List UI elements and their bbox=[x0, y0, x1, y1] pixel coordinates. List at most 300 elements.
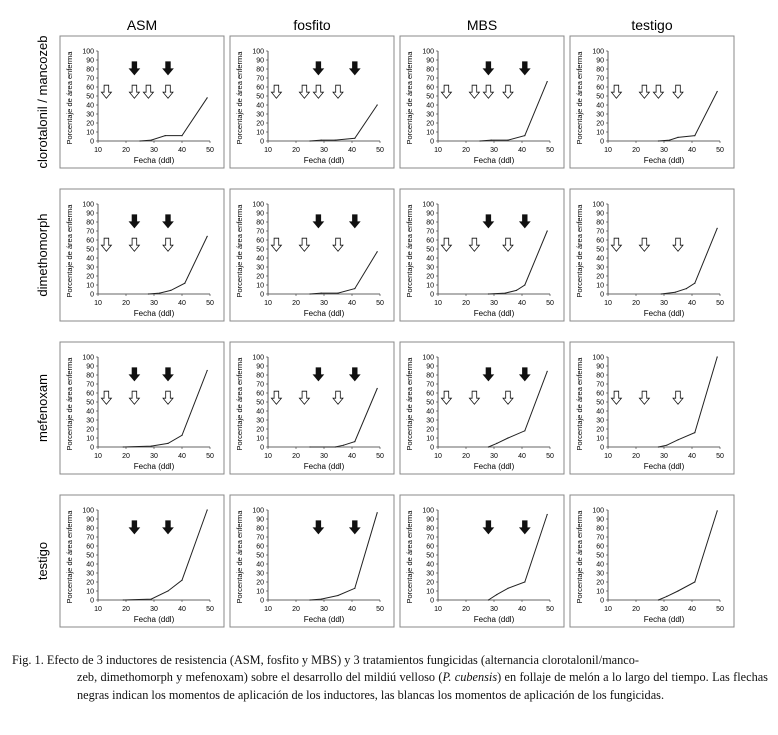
x-tick-label: 50 bbox=[376, 300, 384, 307]
row-header-clorotalonil-mancozeb: clorotalonil / mancozeb bbox=[35, 35, 50, 169]
y-tick-label: 10 bbox=[426, 129, 434, 137]
y-tick-label: 10 bbox=[256, 588, 264, 596]
x-tick-label: 50 bbox=[206, 453, 214, 460]
y-tick-label: 80 bbox=[256, 66, 264, 74]
x-tick-label: 20 bbox=[292, 453, 300, 460]
series-line bbox=[310, 105, 377, 141]
panel-frame bbox=[60, 189, 224, 321]
y-tick-label: 30 bbox=[596, 264, 604, 272]
y-tick-label: 60 bbox=[426, 390, 434, 398]
y-tick-label: 90 bbox=[596, 363, 604, 371]
data-point bbox=[207, 236, 208, 237]
y-tick-label: 70 bbox=[256, 228, 264, 236]
data-point bbox=[354, 588, 355, 589]
fungicide-application-arrow bbox=[673, 85, 683, 98]
y-tick-label: 20 bbox=[256, 120, 264, 128]
y-tick-label: 0 bbox=[260, 138, 264, 146]
y-tick-label: 90 bbox=[256, 57, 264, 65]
x-tick-label: 30 bbox=[660, 453, 668, 460]
x-tick-label: 10 bbox=[604, 453, 612, 460]
series-line bbox=[658, 357, 717, 447]
chart-panel-mefenoxam-mbs bbox=[400, 342, 564, 474]
y-tick-label: 90 bbox=[426, 210, 434, 218]
x-tick-label: 50 bbox=[716, 606, 724, 613]
y-tick-label: 40 bbox=[596, 102, 604, 110]
inducer-application-arrow bbox=[163, 62, 173, 75]
y-axis-label: Porcentaje de área enferma bbox=[405, 204, 414, 298]
data-point bbox=[337, 293, 338, 294]
x-tick-label: 30 bbox=[320, 453, 328, 460]
y-tick-label: 20 bbox=[596, 120, 604, 128]
x-tick-label: 20 bbox=[292, 147, 300, 154]
x-tick-label: 10 bbox=[604, 300, 612, 307]
x-tick-label: 10 bbox=[434, 606, 442, 613]
x-tick-label: 20 bbox=[632, 606, 640, 613]
y-tick-label: 30 bbox=[256, 570, 264, 578]
series-line bbox=[123, 371, 207, 448]
y-tick-label: 100 bbox=[592, 354, 604, 362]
y-tick-label: 20 bbox=[86, 579, 94, 587]
x-tick-label: 50 bbox=[376, 453, 384, 460]
fungicide-application-arrow bbox=[483, 85, 493, 98]
y-tick-label: 30 bbox=[256, 264, 264, 272]
data-point bbox=[354, 441, 355, 442]
y-tick-label: 90 bbox=[86, 516, 94, 524]
y-tick-label: 80 bbox=[596, 372, 604, 380]
x-axis-label: Fecha (ddl) bbox=[303, 156, 345, 165]
y-tick-label: 10 bbox=[596, 282, 604, 290]
data-point bbox=[207, 370, 208, 371]
chart-panel-clorotalonil-mancozeb-mbs bbox=[400, 36, 564, 168]
fungicide-application-arrow bbox=[163, 85, 173, 98]
y-tick-label: 20 bbox=[596, 426, 604, 434]
chart-panel-testigo-mbs bbox=[400, 495, 564, 627]
y-tick-label: 20 bbox=[596, 273, 604, 281]
y-tick-label: 80 bbox=[596, 525, 604, 533]
y-tick-label: 60 bbox=[596, 237, 604, 245]
y-tick-label: 50 bbox=[86, 399, 94, 407]
y-tick-label: 90 bbox=[596, 516, 604, 524]
y-tick-label: 50 bbox=[596, 246, 604, 254]
y-tick-label: 40 bbox=[256, 408, 264, 416]
y-tick-label: 20 bbox=[426, 426, 434, 434]
inducer-application-arrow bbox=[520, 62, 530, 75]
caption-text-b: ) en follaje de melón a lo largo del tiempo. Las flechas negras indican los momentos de aplicación de los inductores, las blancas los momentos de aplicación de los fungicidas. bbox=[77, 670, 768, 702]
x-tick-label: 10 bbox=[604, 147, 612, 154]
y-tick-label: 30 bbox=[256, 111, 264, 119]
y-tick-label: 60 bbox=[426, 543, 434, 551]
fungicide-application-arrow bbox=[441, 85, 451, 98]
data-point bbox=[151, 140, 152, 141]
data-point bbox=[377, 104, 378, 105]
fungicide-application-arrow bbox=[129, 391, 139, 404]
y-tick-label: 60 bbox=[426, 84, 434, 92]
inducer-application-arrow bbox=[129, 521, 139, 534]
y-tick-label: 90 bbox=[596, 210, 604, 218]
inducer-application-arrow bbox=[129, 368, 139, 381]
column-header-fosfito: fosfito bbox=[293, 17, 331, 33]
y-tick-label: 30 bbox=[596, 570, 604, 578]
data-point bbox=[343, 445, 344, 446]
series-line bbox=[488, 371, 547, 447]
x-tick-label: 10 bbox=[434, 147, 442, 154]
y-tick-label: 90 bbox=[426, 516, 434, 524]
y-tick-label: 70 bbox=[256, 381, 264, 389]
y-tick-label: 80 bbox=[256, 525, 264, 533]
x-tick-label: 50 bbox=[546, 300, 554, 307]
panel-frame bbox=[570, 36, 734, 168]
fungicide-application-arrow bbox=[333, 391, 343, 404]
y-tick-label: 70 bbox=[86, 75, 94, 83]
x-tick-label: 50 bbox=[376, 606, 384, 613]
x-tick-label: 10 bbox=[94, 300, 102, 307]
x-tick-label: 30 bbox=[150, 300, 158, 307]
y-tick-label: 90 bbox=[256, 210, 264, 218]
y-axis-label: Porcentaje de área enferma bbox=[575, 204, 584, 298]
data-point bbox=[181, 580, 182, 581]
data-point bbox=[148, 293, 149, 294]
y-tick-label: 100 bbox=[422, 354, 434, 362]
chart-panel-testigo-testigo bbox=[570, 495, 734, 627]
y-tick-label: 90 bbox=[86, 57, 94, 65]
y-tick-label: 50 bbox=[426, 93, 434, 101]
y-tick-label: 10 bbox=[86, 282, 94, 290]
x-tick-label: 30 bbox=[490, 300, 498, 307]
y-tick-label: 40 bbox=[426, 408, 434, 416]
fungicide-application-arrow bbox=[469, 391, 479, 404]
y-axis-label: Porcentaje de área enferma bbox=[575, 510, 584, 604]
y-tick-label: 100 bbox=[82, 507, 94, 515]
x-tick-label: 30 bbox=[320, 300, 328, 307]
x-axis-label: Fecha (ddl) bbox=[473, 615, 515, 624]
x-tick-label: 10 bbox=[604, 606, 612, 613]
chart-panel-dimethomorph-mbs bbox=[400, 189, 564, 321]
chart-panel-clorotalonil-mancozeb-testigo bbox=[570, 36, 734, 168]
x-tick-label: 20 bbox=[122, 453, 130, 460]
chart-panel-testigo-fosfito bbox=[230, 495, 394, 627]
y-axis-label: Porcentaje de área enferma bbox=[575, 357, 584, 451]
panel-frame bbox=[570, 342, 734, 474]
x-tick-label: 50 bbox=[376, 147, 384, 154]
y-tick-label: 0 bbox=[430, 597, 434, 605]
x-tick-label: 10 bbox=[264, 300, 272, 307]
y-tick-label: 70 bbox=[596, 228, 604, 236]
y-tick-label: 60 bbox=[426, 237, 434, 245]
data-point bbox=[677, 439, 678, 440]
x-tick-label: 40 bbox=[178, 300, 186, 307]
column-header-asm: ASM bbox=[126, 17, 158, 33]
fungicide-application-arrow bbox=[639, 238, 649, 251]
y-tick-label: 20 bbox=[256, 579, 264, 587]
y-tick-label: 70 bbox=[426, 228, 434, 236]
y-tick-label: 10 bbox=[426, 588, 434, 596]
row-header-dimethomorph: dimethomorph bbox=[35, 213, 50, 297]
data-point bbox=[377, 388, 378, 389]
y-tick-label: 70 bbox=[596, 381, 604, 389]
y-tick-label: 30 bbox=[426, 111, 434, 119]
fungicide-application-arrow bbox=[639, 391, 649, 404]
y-tick-label: 80 bbox=[86, 219, 94, 227]
y-tick-label: 20 bbox=[256, 273, 264, 281]
series-line bbox=[310, 252, 377, 294]
y-tick-label: 80 bbox=[426, 525, 434, 533]
row-header-testigo: testigo bbox=[35, 541, 50, 581]
x-tick-label: 40 bbox=[518, 453, 526, 460]
x-tick-label: 30 bbox=[490, 453, 498, 460]
y-tick-label: 20 bbox=[86, 273, 94, 281]
panel-frame bbox=[570, 189, 734, 321]
x-tick-label: 10 bbox=[94, 147, 102, 154]
y-tick-label: 10 bbox=[86, 435, 94, 443]
panel-frame bbox=[60, 36, 224, 168]
x-tick-label: 40 bbox=[688, 147, 696, 154]
y-tick-label: 70 bbox=[596, 534, 604, 542]
x-tick-label: 30 bbox=[320, 606, 328, 613]
series-line bbox=[140, 98, 207, 141]
column-header-testigo: testigo bbox=[631, 17, 673, 33]
y-tick-label: 0 bbox=[260, 597, 264, 605]
x-tick-label: 40 bbox=[518, 147, 526, 154]
y-tick-label: 100 bbox=[252, 48, 264, 56]
x-tick-label: 30 bbox=[150, 147, 158, 154]
x-tick-label: 20 bbox=[462, 606, 470, 613]
y-tick-label: 100 bbox=[592, 48, 604, 56]
data-point bbox=[547, 81, 548, 82]
x-tick-label: 40 bbox=[178, 606, 186, 613]
data-point bbox=[123, 446, 124, 447]
y-axis-label: Porcentaje de área enferma bbox=[575, 51, 584, 145]
y-tick-label: 30 bbox=[86, 264, 94, 272]
y-tick-label: 10 bbox=[256, 435, 264, 443]
y-tick-label: 40 bbox=[596, 408, 604, 416]
inducer-application-arrow bbox=[313, 521, 323, 534]
data-point bbox=[717, 228, 718, 229]
fungicide-application-arrow bbox=[673, 238, 683, 251]
x-axis-label: Fecha (ddl) bbox=[303, 462, 345, 471]
y-tick-label: 0 bbox=[90, 597, 94, 605]
y-axis-label: Porcentaje de área enferma bbox=[235, 51, 244, 145]
y-tick-label: 40 bbox=[596, 255, 604, 263]
y-tick-label: 40 bbox=[426, 561, 434, 569]
panel-frame bbox=[400, 342, 564, 474]
x-tick-label: 10 bbox=[264, 147, 272, 154]
y-tick-label: 0 bbox=[90, 291, 94, 299]
y-tick-label: 60 bbox=[256, 237, 264, 245]
y-tick-label: 0 bbox=[600, 138, 604, 146]
data-point bbox=[488, 446, 489, 447]
x-tick-label: 50 bbox=[716, 300, 724, 307]
inducer-application-arrow bbox=[350, 215, 360, 228]
x-tick-label: 40 bbox=[688, 300, 696, 307]
inducer-application-arrow bbox=[483, 521, 493, 534]
x-tick-label: 50 bbox=[206, 147, 214, 154]
x-tick-label: 20 bbox=[292, 606, 300, 613]
caption-pathogen-name: P. cubensis bbox=[442, 670, 498, 685]
chart-panel-mefenoxam-fosfito bbox=[230, 342, 394, 474]
y-tick-label: 20 bbox=[86, 120, 94, 128]
y-axis-label: Porcentaje de área enferma bbox=[65, 510, 74, 604]
x-tick-label: 40 bbox=[518, 300, 526, 307]
fungicide-application-arrow bbox=[611, 238, 621, 251]
y-tick-label: 100 bbox=[422, 48, 434, 56]
y-tick-label: 70 bbox=[86, 534, 94, 542]
y-tick-label: 80 bbox=[86, 525, 94, 533]
y-tick-label: 60 bbox=[256, 84, 264, 92]
y-tick-label: 60 bbox=[86, 543, 94, 551]
panel-frame bbox=[60, 342, 224, 474]
y-tick-label: 10 bbox=[596, 435, 604, 443]
x-tick-label: 40 bbox=[348, 147, 356, 154]
data-point bbox=[694, 135, 695, 136]
chart-panel-mefenoxam-asm bbox=[60, 342, 224, 474]
y-tick-label: 0 bbox=[430, 138, 434, 146]
y-tick-label: 10 bbox=[256, 282, 264, 290]
fungicide-application-arrow bbox=[299, 85, 309, 98]
y-tick-label: 80 bbox=[596, 66, 604, 74]
data-point bbox=[151, 446, 152, 447]
y-tick-label: 60 bbox=[596, 543, 604, 551]
data-point bbox=[207, 97, 208, 98]
inducer-application-arrow bbox=[520, 215, 530, 228]
y-tick-label: 100 bbox=[252, 354, 264, 362]
y-tick-label: 100 bbox=[252, 201, 264, 209]
y-tick-label: 50 bbox=[86, 552, 94, 560]
y-tick-label: 30 bbox=[426, 264, 434, 272]
y-tick-label: 30 bbox=[596, 111, 604, 119]
data-point bbox=[309, 599, 310, 600]
y-tick-label: 60 bbox=[256, 543, 264, 551]
data-point bbox=[677, 590, 678, 591]
y-axis-label: Porcentaje de área enferma bbox=[65, 51, 74, 145]
y-tick-label: 20 bbox=[426, 579, 434, 587]
inducer-application-arrow bbox=[313, 62, 323, 75]
inducer-application-arrow bbox=[129, 215, 139, 228]
data-point bbox=[524, 284, 525, 285]
data-point bbox=[516, 290, 517, 291]
y-tick-label: 50 bbox=[596, 93, 604, 101]
x-tick-label: 20 bbox=[462, 300, 470, 307]
y-tick-label: 70 bbox=[596, 75, 604, 83]
fungicide-application-arrow bbox=[129, 85, 139, 98]
y-tick-label: 80 bbox=[426, 372, 434, 380]
x-tick-label: 20 bbox=[632, 300, 640, 307]
data-point bbox=[335, 446, 336, 447]
y-tick-label: 80 bbox=[256, 219, 264, 227]
chart-panel-dimethomorph-testigo bbox=[570, 189, 734, 321]
caption-body bbox=[12, 669, 768, 704]
y-tick-label: 40 bbox=[86, 561, 94, 569]
y-tick-label: 30 bbox=[256, 417, 264, 425]
x-tick-label: 40 bbox=[178, 147, 186, 154]
y-tick-label: 20 bbox=[256, 426, 264, 434]
x-tick-label: 10 bbox=[264, 453, 272, 460]
data-point bbox=[717, 356, 718, 357]
y-tick-label: 40 bbox=[86, 408, 94, 416]
x-tick-label: 50 bbox=[206, 300, 214, 307]
y-axis-label: Porcentaje de área enferma bbox=[235, 204, 244, 298]
chart-panel-dimethomorph-asm bbox=[60, 189, 224, 321]
x-tick-label: 20 bbox=[632, 453, 640, 460]
figure-caption bbox=[12, 652, 768, 704]
data-point bbox=[496, 594, 497, 595]
data-point bbox=[488, 599, 489, 600]
x-tick-label: 50 bbox=[206, 606, 214, 613]
fungicide-application-arrow bbox=[313, 85, 323, 98]
y-tick-label: 90 bbox=[426, 363, 434, 371]
y-tick-label: 40 bbox=[426, 102, 434, 110]
x-tick-label: 40 bbox=[348, 300, 356, 307]
x-tick-label: 30 bbox=[660, 300, 668, 307]
x-axis-label: Fecha (ddl) bbox=[473, 156, 515, 165]
fungicide-application-arrow bbox=[469, 85, 479, 98]
x-axis-label: Fecha (ddl) bbox=[303, 615, 345, 624]
data-point bbox=[547, 371, 548, 372]
y-tick-label: 20 bbox=[426, 120, 434, 128]
x-tick-label: 30 bbox=[150, 606, 158, 613]
data-point bbox=[207, 509, 208, 510]
data-point bbox=[309, 293, 310, 294]
y-tick-label: 0 bbox=[600, 597, 604, 605]
panel-frame bbox=[400, 495, 564, 627]
data-point bbox=[165, 135, 166, 136]
data-point bbox=[505, 293, 506, 294]
fungicide-application-arrow bbox=[503, 238, 513, 251]
data-point bbox=[354, 288, 355, 289]
data-point bbox=[658, 446, 659, 447]
fungicide-application-arrow bbox=[333, 238, 343, 251]
chart-panel-clorotalonil-mancozeb-fosfito bbox=[230, 36, 394, 168]
y-tick-label: 50 bbox=[426, 552, 434, 560]
fungicide-application-arrow bbox=[299, 238, 309, 251]
y-tick-label: 0 bbox=[430, 291, 434, 299]
y-tick-label: 0 bbox=[90, 444, 94, 452]
fungicide-application-arrow bbox=[143, 85, 153, 98]
fungicide-application-arrow bbox=[653, 85, 663, 98]
y-tick-label: 100 bbox=[82, 354, 94, 362]
caption-text-a: zeb, dimethomorph y mefenoxam) sobre el desarrollo del mildiú velloso ( bbox=[77, 670, 443, 685]
data-point bbox=[159, 293, 160, 294]
x-tick-label: 20 bbox=[122, 606, 130, 613]
data-point bbox=[167, 443, 168, 444]
data-point bbox=[377, 512, 378, 513]
x-tick-label: 10 bbox=[434, 300, 442, 307]
y-axis-label: Porcentaje de área enferma bbox=[235, 357, 244, 451]
inducer-application-arrow bbox=[313, 368, 323, 381]
data-point bbox=[309, 140, 310, 141]
inducer-application-arrow bbox=[163, 521, 173, 534]
x-tick-label: 20 bbox=[122, 147, 130, 154]
data-point bbox=[123, 599, 124, 600]
y-tick-label: 100 bbox=[82, 48, 94, 56]
fungicide-application-arrow bbox=[503, 85, 513, 98]
y-tick-label: 60 bbox=[596, 390, 604, 398]
y-tick-label: 50 bbox=[256, 399, 264, 407]
x-axis-label: Fecha (ddl) bbox=[133, 156, 175, 165]
data-point bbox=[139, 140, 140, 141]
x-tick-label: 10 bbox=[94, 453, 102, 460]
data-point bbox=[491, 140, 492, 141]
y-tick-label: 80 bbox=[426, 219, 434, 227]
x-tick-label: 30 bbox=[320, 147, 328, 154]
y-tick-label: 20 bbox=[86, 426, 94, 434]
fungicide-application-arrow bbox=[441, 238, 451, 251]
panel-frame bbox=[230, 189, 394, 321]
y-tick-label: 80 bbox=[86, 372, 94, 380]
x-tick-label: 40 bbox=[688, 606, 696, 613]
chart-panel-dimethomorph-fosfito bbox=[230, 189, 394, 321]
x-tick-label: 20 bbox=[462, 453, 470, 460]
y-tick-label: 40 bbox=[256, 102, 264, 110]
